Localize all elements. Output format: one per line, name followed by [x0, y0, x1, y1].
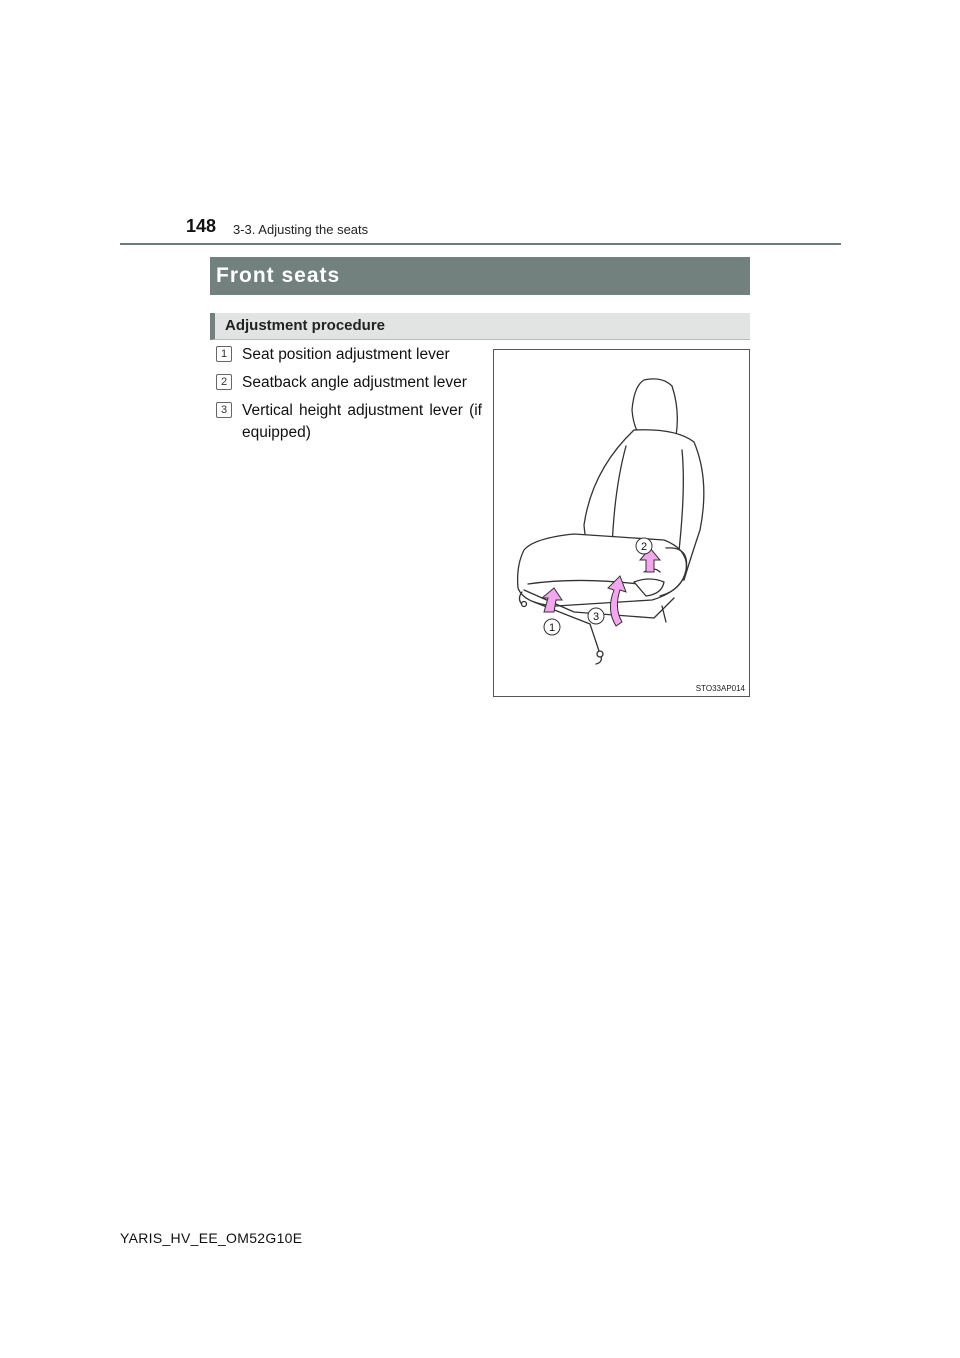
callout-1: 1: [548, 622, 556, 634]
figure-code: STO33AP014: [695, 684, 745, 693]
item-text: Seat position adjustment lever: [242, 346, 450, 363]
callout-number: 3: [216, 402, 232, 418]
subsection-title: Adjustment procedure: [210, 313, 750, 340]
list-item: [214, 400, 482, 444]
item-text: Vertical height adjustment lever (if equipped): [242, 402, 482, 441]
item-text: Seatback angle adjustment lever: [242, 374, 467, 391]
seat-illustration: [493, 349, 750, 697]
callout-3: 3: [592, 611, 600, 623]
section-label: 3-3. Adjusting the seats: [233, 222, 369, 237]
callout-list: [214, 344, 482, 450]
list-item: [214, 344, 482, 366]
document-code: YARIS_HV_EE_OM52G10E: [120, 1230, 303, 1246]
callout-2: 2: [640, 541, 648, 553]
callout-number: 1: [216, 346, 232, 362]
list-item: [214, 372, 482, 394]
page-number: 148: [186, 216, 217, 236]
callout-number: 2: [216, 374, 232, 390]
section-title: Front seats: [210, 257, 750, 295]
header-divider: [120, 243, 841, 245]
seat-drawing: [494, 350, 751, 698]
